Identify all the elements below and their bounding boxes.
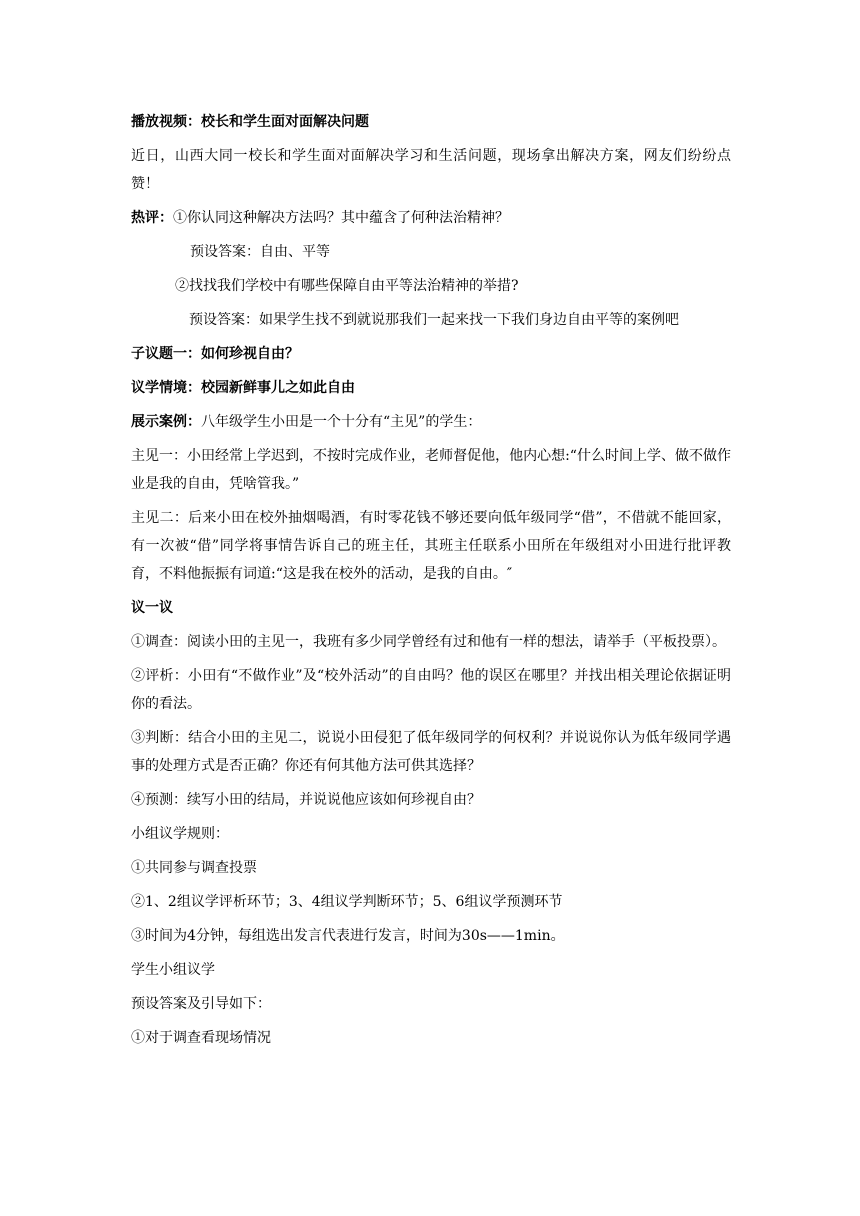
video-heading: 播放视频：校长和学生面对面解决问题 <box>131 114 369 130</box>
group-rule-1: ①共同参与调查投票 <box>131 860 257 876</box>
survey-item: ①调查：阅读小田的主见一，我班有多少同学曾经有过和他有一样的想法，请举手（平板投票）。 <box>131 634 726 650</box>
prediction-item: ④预测：续写小田的结局，并说说他应该如何珍视自由？ <box>131 792 481 808</box>
preset-guidance-heading: 预设答案及引导如下： <box>131 996 271 1012</box>
analysis-item: ②评析：小田有“不做作业”及“校外活动”的自由吗？他的误区在哪里？并找出相关理论依据证明你的看法。 <box>131 668 731 712</box>
hot-comment-question-2: ②找找我们学校中有哪些保障自由平等法治精神的举措? <box>175 278 519 294</box>
news-paragraph: 近日，山西大同一校长和学生面对面解决学习和生活问题，现场拿出解决方案，网友们纷纷点赞！ <box>131 148 731 192</box>
discussion-heading: 议一议 <box>131 600 173 616</box>
survey-guidance-item: ①对于调查看现场情况 <box>131 1030 271 1046</box>
opinion-two-paragraph: 主见二：后来小田在校外抽烟喝酒，有时零花钱不够还要向低年级同学“借”，不借就不能回家，有一次被“借”同学将事情告诉自己的班主任，其班主任联系小田所在年级组对小田进行批评教育，不料他振振有词道:“这是我在校外的活动，是我的自由。″ <box>131 510 731 582</box>
learning-scenario-heading: 议学情境：校园新鲜事儿之如此自由 <box>131 380 355 396</box>
sub-topic-heading: 子议题一：如何珍视自由？ <box>131 346 299 362</box>
judgment-item: ③判断：结合小田的主见二，说说小田侵犯了低年级同学的何权利？并说说你认为低年级同学遇事的处理方式是否正确？你还有何其他方法可供其选择？ <box>131 730 731 774</box>
case-intro <box>131 408 731 436</box>
group-rule-3: ③时间为4分钟，每组选出发言代表进行发言，时间为30s——1min。 <box>131 928 565 944</box>
case-intro-text: 八年级学生小田是一个十分有“主见”的学生： <box>201 414 482 430</box>
hot-comment-label: 热评： <box>131 210 173 226</box>
preset-answer-2: 预设答案：如果学生找不到就说那我们一起来找一下我们身边自由平等的案例吧 <box>189 312 679 328</box>
case-label: 展示案例： <box>131 414 201 430</box>
preset-answer-1: 预设答案：自由、平等 <box>190 244 330 260</box>
opinion-one-paragraph: 主见一：小田经常上学迟到，不按时完成作业，老师督促他，他内心想:“什么时间上学、做不做作业是我的自由，凭啥管我。” <box>131 448 731 492</box>
student-group-learning: 学生小组议学 <box>131 962 215 978</box>
document-body <box>131 108 731 1058</box>
group-rule-2: ②1、2组议学评析环节；3、4组议学判断环节；5、6组议学预测环节 <box>131 894 563 910</box>
hot-comment-question-1 <box>131 204 731 232</box>
hot-comment-text: ①你认同这种解决方法吗？其中蕴含了何种法治精神？ <box>173 210 509 226</box>
group-rules-heading: 小组议学规则： <box>131 826 229 842</box>
